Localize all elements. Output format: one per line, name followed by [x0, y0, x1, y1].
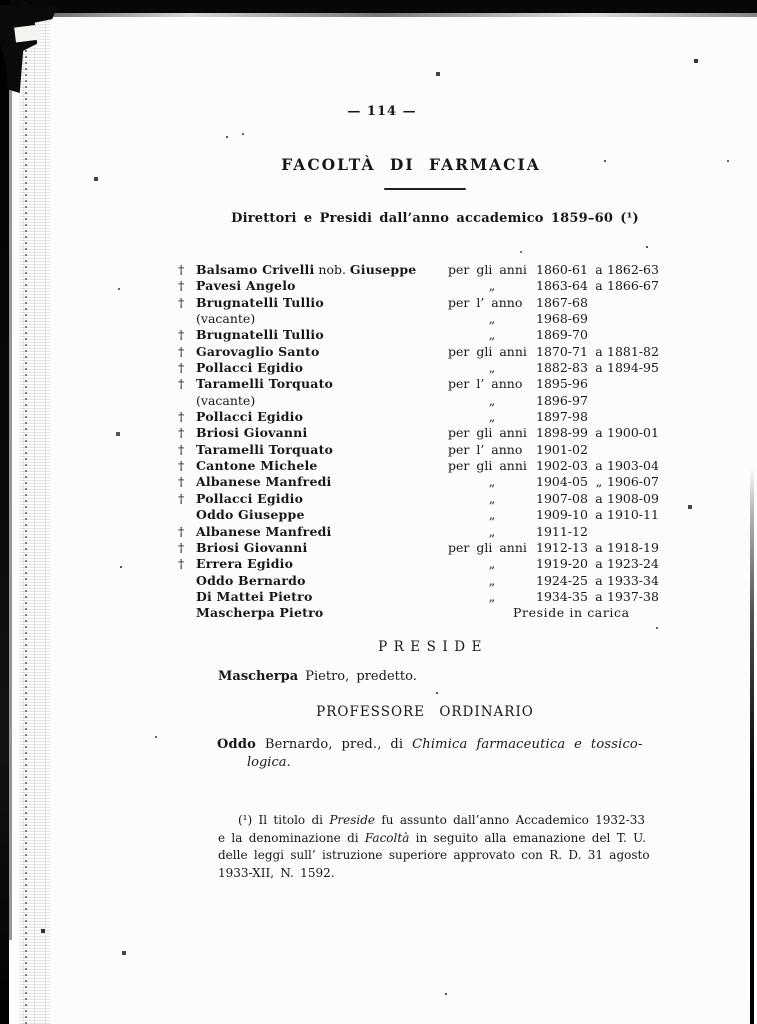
deceased-dagger: [178, 573, 196, 589]
table-row: [178, 507, 698, 523]
director-name-bold: Briosi Giovanni: [196, 539, 308, 555]
director-name: [196, 376, 448, 392]
table-row: [178, 556, 698, 572]
period-label: „: [488, 311, 496, 327]
director-name: [196, 573, 448, 589]
director-name: [196, 556, 448, 572]
year-connector: a: [595, 262, 603, 277]
period-label: per l’ anno: [448, 376, 523, 392]
year-start: 1968-69: [536, 311, 588, 327]
director-name-bold: Mascherpa Pietro: [196, 605, 324, 621]
table-row: [178, 425, 698, 441]
year-end: 1900-01: [607, 425, 659, 441]
director-name: [196, 360, 448, 376]
table-row: [178, 327, 698, 343]
director-name-bold: Briosi Giovanni: [196, 425, 308, 441]
year-connector: [591, 393, 607, 409]
year-connector: [591, 327, 607, 343]
scan-artifact-left-binding-shadow: [9, 80, 12, 940]
year-start: 1919-20: [536, 556, 588, 572]
table-row: [178, 442, 698, 458]
year-connector: [591, 524, 607, 540]
period-label: „: [488, 360, 496, 376]
director-name: [196, 589, 448, 605]
director-name: [196, 344, 448, 360]
deceased-dagger: †: [178, 262, 185, 277]
period-label: per gli anni: [448, 262, 527, 277]
deceased-dagger: [178, 589, 196, 605]
year-end: 1881-82: [607, 343, 659, 359]
year-start: 1911-12: [536, 523, 588, 539]
table-row: [178, 409, 698, 425]
year-end: 1933-34: [607, 572, 659, 588]
period-label: „: [488, 278, 496, 294]
scan-artifact-noise-dots: [0, 0, 2, 2]
deceased-dagger: †: [178, 343, 185, 359]
year-start: 1898-99: [536, 425, 588, 441]
text-segment: Preside: [329, 813, 376, 827]
year-connector: [591, 295, 607, 311]
text-segment: Facoltà: [364, 830, 410, 845]
period-label: per gli anni: [448, 458, 527, 474]
scan-artifact-top-edge-fade: [0, 13, 757, 17]
year-end: 1866-67: [607, 278, 659, 294]
deceased-dagger: †: [178, 425, 185, 441]
table-row: [178, 295, 698, 311]
period-label: „: [488, 507, 496, 523]
deceased-dagger: †: [178, 376, 185, 392]
table-row: [178, 589, 698, 605]
director-name: [196, 262, 448, 278]
year-connector: a: [595, 507, 603, 523]
director-name-bold: Taramelli Torquato: [196, 441, 334, 457]
year-connector: a: [595, 572, 603, 588]
text-segment: Mascherpa: [218, 669, 299, 684]
director-name-bold: Taramelli Torquato: [196, 376, 334, 392]
table-row: [178, 344, 698, 360]
period-label: „: [488, 409, 496, 425]
year-connector: „: [595, 474, 603, 490]
table-row: [178, 491, 698, 507]
table-row: [178, 458, 698, 474]
year-start: 1897-98: [536, 409, 588, 425]
year-start: 1902-03: [536, 458, 588, 474]
director-name-regular: nob.: [314, 262, 350, 277]
year-connector: a: [595, 458, 603, 474]
director-name: [196, 442, 448, 458]
text-segment: e la denominazione di: [218, 830, 365, 845]
director-name-bold: Garovaglio Santo: [196, 343, 320, 359]
page-subtitle: Direttori e Presidi dall’anno accademico 1859–60 (¹): [231, 211, 639, 226]
director-name-regular: (vacante): [196, 311, 256, 327]
deceased-dagger: [178, 393, 196, 409]
scan-artifact-corner-hole: [14, 25, 41, 43]
year-start: 1870-71: [536, 343, 588, 359]
scan-artifact-speckle-band: [19, 0, 50, 1024]
director-name-bold: Errera Egidio: [196, 556, 294, 572]
table-row: [178, 393, 698, 409]
table-row: [178, 540, 698, 556]
director-name-bold: Cantone Michele: [196, 458, 318, 474]
text-segment: Bernardo, pred., di: [255, 737, 413, 752]
text-segment: delle leggi sull’ istruzione superiore approvato con R. D. 31 agosto: [218, 848, 650, 862]
director-name-bold: Pollacci Egidio: [196, 490, 304, 506]
deceased-dagger: †: [178, 278, 185, 294]
director-name: [196, 311, 448, 327]
year-connector: [591, 311, 607, 327]
deceased-dagger: †: [178, 327, 185, 343]
year-end: 1937-38: [607, 588, 659, 604]
year-end: 1906-07: [607, 474, 659, 490]
director-name-bold: Brugnatelli Tullio: [196, 327, 324, 343]
deceased-dagger: †: [178, 556, 185, 572]
period-label: per l’ anno: [448, 294, 523, 310]
year-connector: a: [595, 360, 603, 376]
director-name: [196, 524, 448, 540]
director-name: [196, 295, 448, 311]
director-name: [196, 409, 448, 425]
deceased-dagger: [178, 507, 196, 523]
director-name: [196, 474, 448, 490]
deceased-dagger: †: [178, 474, 185, 490]
text-segment: Chimica farmaceutica e tossico-: [412, 737, 643, 752]
preside-line: [218, 669, 417, 684]
year-start: 1907-08: [536, 490, 588, 506]
year-connector: a: [595, 278, 603, 294]
period-label: „: [488, 327, 496, 343]
year-connector: [591, 442, 607, 458]
table-row: [178, 278, 698, 294]
text-segment: 1933-XII, N. 1592.: [218, 865, 335, 880]
period-label: „: [488, 392, 496, 408]
period-label: „: [488, 588, 496, 604]
professore-section-heading: PROFESSORE ORDINARIO: [316, 704, 534, 720]
year-connector: a: [595, 343, 603, 359]
text-segment: logica.: [247, 755, 291, 770]
year-start: 1934-35: [536, 588, 588, 604]
deceased-dagger: [178, 311, 196, 327]
deceased-dagger: †: [178, 409, 185, 425]
period-label: „: [488, 556, 496, 572]
deceased-dagger: †: [178, 539, 185, 555]
deceased-dagger: †: [178, 523, 185, 539]
year-start: 1895-96: [536, 376, 588, 392]
year-connector: a: [595, 588, 603, 604]
director-name: [196, 425, 448, 441]
year-connector: a: [595, 539, 603, 555]
footnote-line-1: [218, 812, 666, 830]
year-start: 1912-13: [536, 539, 588, 555]
director-name-regular: (vacante): [196, 392, 256, 408]
table-row: [178, 262, 698, 278]
scan-artifact-left-binding: [0, 0, 9, 1024]
year-connector: [568, 605, 584, 621]
period-label: „: [488, 490, 496, 506]
table-row: [178, 573, 698, 589]
table-row: [178, 605, 698, 621]
deceased-dagger: †: [178, 360, 185, 376]
director-name-bold: Pollacci Egidio: [196, 360, 304, 376]
deceased-dagger: [178, 605, 196, 621]
footnote-line-3: [218, 847, 666, 865]
year-start: 1869-70: [536, 327, 588, 343]
year-start: 1924-25: [536, 572, 588, 588]
year-start: 1860-61: [536, 262, 588, 277]
deceased-dagger: †: [178, 490, 185, 506]
year-end: 1923-24: [607, 556, 659, 572]
year-end: 1918-19: [607, 539, 659, 555]
page-number: — 114 —: [347, 104, 417, 119]
director-name-bold: Oddo Bernardo: [196, 572, 306, 588]
footnote: [218, 812, 666, 882]
year-start: 1904-05: [536, 474, 588, 490]
period-label: „: [488, 523, 496, 539]
professore-line-2: [247, 755, 291, 770]
footnote-line-4: [218, 865, 666, 883]
director-forename-bold: Giuseppe: [349, 262, 417, 277]
footnote-line-2: [218, 830, 666, 848]
professore-line-1: [217, 737, 643, 752]
director-name-bold: Albanese Manfredi: [196, 523, 332, 539]
director-name: [196, 605, 448, 621]
deceased-dagger: †: [178, 441, 185, 457]
year-end: 1862-63: [607, 262, 659, 277]
director-name-bold: Oddo Giuseppe: [196, 507, 305, 523]
period-label: per l’ anno: [448, 441, 523, 457]
text-segment: Pietro, predetto.: [298, 669, 417, 684]
year-start: 1882-83: [536, 360, 588, 376]
year-start: 1896-97: [536, 392, 588, 408]
year-connector: a: [595, 425, 603, 441]
directors-table: [178, 262, 698, 622]
director-name: [196, 507, 448, 523]
period-label: per gli anni: [448, 343, 527, 359]
page-title: FACOLTÀ DI FARMACIA: [281, 155, 541, 174]
table-row: [178, 360, 698, 376]
director-name-bold: Balsamo Crivelli: [196, 262, 315, 277]
period-label: per gli anni: [448, 539, 527, 555]
director-name: [196, 540, 448, 556]
year-connector: a: [595, 556, 603, 572]
year-end: 1908-09: [607, 490, 659, 506]
text-segment: (¹) Il titolo di: [238, 813, 330, 827]
director-name-bold: Di Mattei Pietro: [196, 588, 313, 604]
text-segment: fu assunto dall’anno Accademico 1932-33: [375, 813, 645, 827]
year-end: 1910-11: [607, 507, 659, 523]
director-name: [196, 278, 448, 294]
year-start: 1901-02: [536, 441, 588, 457]
year-start: 1863-64: [536, 278, 588, 294]
director-name-bold: Brugnatelli Tullio: [196, 294, 324, 310]
year-start: Preside in carica: [513, 605, 630, 621]
director-name: [196, 327, 448, 343]
year-connector: [591, 376, 607, 392]
deceased-dagger: †: [178, 294, 185, 310]
director-name: [196, 458, 448, 474]
year-start: 1909-10: [536, 507, 588, 523]
scan-artifact-top-edge: [0, 0, 757, 13]
director-name-bold: Pavesi Angelo: [196, 278, 296, 294]
table-row: [178, 376, 698, 392]
table-row: [178, 311, 698, 327]
year-connector: [591, 409, 607, 425]
period-label: „: [488, 474, 496, 490]
year-start: 1867-68: [536, 294, 588, 310]
director-name-bold: Albanese Manfredi: [196, 474, 332, 490]
year-end: 1903-04: [607, 458, 659, 474]
table-row: [178, 524, 698, 540]
deceased-dagger: †: [178, 458, 185, 474]
director-name-bold: Pollacci Egidio: [196, 409, 304, 425]
scan-artifact-speckle-line: [25, 0, 27, 1024]
period-label: per gli anni: [448, 425, 527, 441]
director-name: [196, 393, 448, 409]
year-end: 1894-95: [607, 360, 659, 376]
text-segment: in seguito alla emanazione del T. U.: [409, 830, 646, 845]
period-label: „: [488, 572, 496, 588]
table-row: [178, 474, 698, 490]
text-segment: Oddo: [217, 737, 256, 752]
scan-artifact-right-edge-line: [750, 468, 754, 1024]
preside-section-heading: PRESIDE: [378, 639, 488, 655]
director-name: [196, 491, 448, 507]
year-connector: a: [595, 490, 603, 506]
title-rule: [384, 188, 466, 190]
